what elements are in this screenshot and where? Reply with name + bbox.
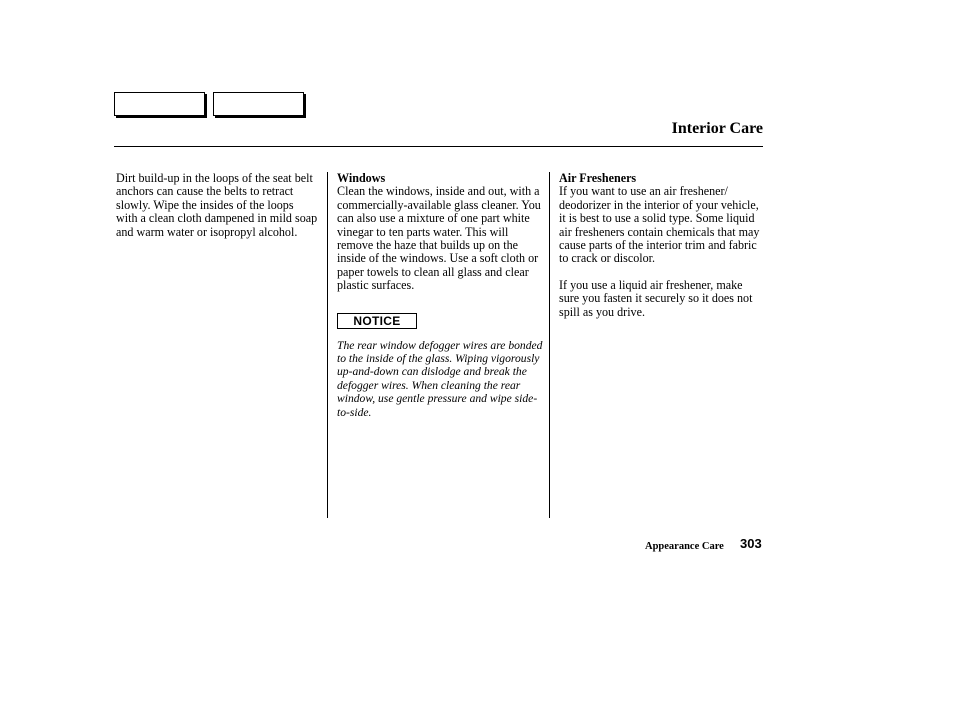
nav-button-index[interactable] <box>213 92 304 116</box>
seat-belt-text: Dirt build-up in the loops of the seat belt anchors can cause the belts to retract slowly. Wipe the insides of the loops with a clean cloth dampened in mild soap and warm water or isopropyl alcohol. <box>116 171 318 239</box>
windows-heading: Windows <box>337 171 386 185</box>
title-divider <box>114 146 763 147</box>
notice-badge: NOTICE <box>337 313 417 329</box>
page-title: Interior Care <box>671 120 763 137</box>
notice-text: The rear window defogger wires are bonded to the inside of the glass. Wiping vigorously up-and-down can dislodge and break the defogger wires. When cleaning the rear window, use gentle pressure and wipe side-to-side. <box>337 338 543 419</box>
column-divider <box>327 172 328 518</box>
windows-text: Clean the windows, inside and out, with a commercially-available glass cleaner. You can also use a mixture of one part white vinegar to ten parts water. This will remove the haze that builds up on the inside of the windows. Use a soft cloth or paper towels to clean all glass and clear plastic surfaces. <box>337 184 541 293</box>
air-fresheners-paragraph-1: If you want to use an air freshener/ deodorizer in the interior of your vehicle, it is best to use a solid type. Some liquid air fresheners contain chemicals that may cause parts of the interior trim and fabric to crack or discolor. <box>559 184 760 266</box>
nav-button-main-menu[interactable] <box>114 92 205 116</box>
column-air-fresheners <box>559 172 765 319</box>
column-windows <box>337 172 543 419</box>
column-divider <box>549 172 550 518</box>
column-seat-belts <box>116 172 318 239</box>
air-fresheners-heading: Air Fresheners <box>559 171 637 185</box>
page-number: 303 <box>740 536 762 551</box>
air-fresheners-paragraph-2: If you use a liquid air freshener, make sure you fasten it securely so it does not spill as you drive. <box>559 277 753 319</box>
footer-section-name: Appearance Care <box>645 541 724 552</box>
